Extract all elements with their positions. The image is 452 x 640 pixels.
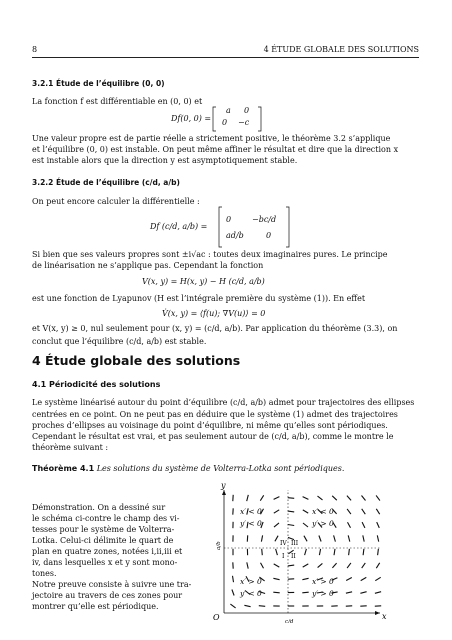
x-axis-arrowhead: [375, 611, 380, 615]
velocity-vector: [273, 578, 279, 579]
velocity-vector: [376, 509, 379, 514]
velocity-vector: [304, 536, 307, 542]
s322-p1: Si bien que ses valeurs propres sont ±i√ac : toutes deux imaginaires pures. Le principe: [32, 250, 388, 259]
velocity-vector: [362, 496, 366, 501]
velocity-vector: [346, 592, 352, 593]
velocity-vector: [232, 590, 234, 596]
zone-label-iv: IV: [280, 540, 287, 547]
s322-eq-lhs: Df (c/d, a/b) =: [150, 222, 208, 231]
velocity-vector: [346, 578, 352, 581]
q-tl-line2: y′ < 0: [240, 519, 262, 528]
proof-line: Lotka. Celui-ci délimite le quart de: [32, 536, 174, 545]
velocity-vector: [332, 563, 336, 568]
proof-line: montrer qu’elle est périodique.: [32, 602, 159, 611]
theorem-body: Les solutions du système de Volterra-Lotka sont périodiques.: [96, 464, 345, 473]
s4-p5: théorème suivant :: [32, 443, 109, 452]
velocity-vector: [262, 549, 263, 555]
s322-eq-v: V(x, y) = H(x, y) − H (c/d, a/b): [142, 277, 265, 286]
tick-a-over-b: a/b: [216, 541, 222, 550]
proof-line: Notre preuve consiste à suivre une tra-: [32, 580, 192, 589]
velocity-vector: [261, 535, 262, 541]
matrix-cell: −c: [238, 118, 250, 127]
velocity-vector: [259, 606, 265, 607]
velocity-vector: [288, 498, 294, 499]
zone-label-ii: II: [291, 553, 296, 560]
s322-p4: et V(x, y) ≥ 0, nul seulement pour (x, y) = (c/d, a/b). Par application du théorème (3.3), on: [32, 324, 398, 333]
velocity-vector: [274, 510, 279, 513]
velocity-vector: [362, 509, 366, 514]
q-bl-line1: x′ > 0: [240, 577, 262, 586]
velocity-vector: [233, 576, 234, 582]
velocity-vector: [375, 592, 381, 594]
running-title: 4 ÉTUDE GLOBALE DES SOLUTIONS: [263, 45, 419, 54]
velocity-vector: [276, 549, 278, 555]
s321-matrix: [212, 106, 262, 132]
velocity-vector: [261, 563, 264, 569]
subsection-title-41: 4.1 Périodicité des solutions: [32, 380, 161, 389]
velocity-vector: [275, 536, 278, 542]
zone-label-i: I: [282, 553, 285, 560]
velocity-vector: [375, 577, 380, 580]
q-br-line2: y′ > 0: [312, 589, 334, 598]
velocity-vector: [303, 497, 309, 500]
proof-line: tesses pour le système de Volterra-: [32, 525, 175, 534]
velocity-vector: [348, 522, 351, 528]
s322-eq-vdot: V̇(x, y) = ⟨f(u); ∇V(u)⟩ = 0: [162, 309, 266, 318]
velocity-vector: [303, 523, 308, 527]
velocity-vector: [318, 496, 323, 500]
velocity-vector: [273, 592, 279, 593]
x-axis-label: x: [382, 612, 387, 621]
velocity-vector: [347, 496, 351, 501]
q-bl-line2: y′ < 0: [240, 589, 262, 598]
velocity-vector: [363, 549, 364, 555]
velocity-vector: [247, 495, 249, 501]
zone-label-iii: III: [291, 540, 299, 547]
velocity-vector: [303, 564, 309, 567]
velocity-vector: [363, 535, 364, 541]
velocity-vector: [361, 577, 367, 580]
velocity-vector: [274, 523, 279, 527]
proof-line: iv, dans lesquelles x et y sont mono-: [32, 558, 178, 567]
s322-matrix: [218, 206, 290, 248]
proof-line: plan en quatre zones, notées i,ii,iii et: [32, 547, 183, 556]
q-tr-line2: y′ > 0: [312, 519, 334, 528]
theorem-heading: Théorème 4.1: [32, 464, 95, 473]
s322-p2: de linéarisation ne s’applique pas. Cependant la fonction: [32, 261, 264, 270]
s321-eq-lhs: Df(0, 0) =: [171, 114, 212, 123]
theorem-41: [32, 463, 344, 474]
velocity-vector: [377, 535, 378, 541]
matrix-cell: 0: [244, 106, 250, 115]
s321-intro: La fonction f est différentiable en (0, 0) et: [32, 97, 203, 106]
q-tl-line1: x′ < 0: [240, 507, 262, 516]
velocity-vector: [319, 549, 320, 555]
proof-line: Démonstration. On a dessiné sur: [32, 503, 166, 512]
q-tr-line1: x′ < 0: [312, 507, 334, 516]
matrix-cell: ad/b: [226, 231, 244, 240]
velocity-vector: [302, 592, 308, 593]
velocity-vector: [377, 522, 380, 528]
s4-p2: centrées en ce point. On ne peut pas en déduire que le système (1) admet des trajectoires: [32, 410, 398, 419]
header-rule: [32, 57, 419, 58]
matrix-cell: 0: [222, 118, 228, 127]
velocity-vector: [360, 592, 366, 594]
s4-p3: proches d’ellipses au voisinage du point d’équilibre, ni même qu’elles sont périodiques.: [32, 421, 388, 430]
velocity-vector: [288, 525, 294, 526]
velocity-vector: [334, 535, 336, 541]
velocity-vector: [305, 549, 307, 555]
proof-line: jectoire au travers de ces zones pour: [32, 591, 183, 600]
proof-line: tones.: [32, 569, 57, 578]
velocity-vector: [349, 549, 350, 555]
page-number: 8: [32, 45, 38, 54]
velocity-vector: [303, 510, 308, 513]
velocity-vector: [347, 563, 351, 568]
subsection-title-321: 3.2.1 Étude de l’équilibre (0, 0): [32, 79, 165, 88]
velocity-vector: [274, 497, 280, 500]
matrix-cell: a: [226, 106, 231, 115]
matrix-cell: −bc/d: [252, 215, 277, 224]
velocity-vector: [288, 511, 294, 512]
velocity-vector: [302, 578, 308, 579]
s322-intro: On peut encore calculer la différentielle :: [32, 197, 200, 206]
velocity-vector: [247, 562, 248, 568]
velocity-vector: [319, 536, 321, 542]
velocity-vector: [347, 509, 351, 514]
s4-p1: Le système linéarisé autour du point d’équilibre (c/d, a/b) admet pour trajectoires des ellipses: [32, 398, 415, 407]
velocity-vector: [274, 564, 280, 567]
velocity-vector: [376, 563, 379, 568]
velocity-vector: [348, 535, 350, 541]
velocity-vector: [378, 549, 379, 555]
s322-p5: conclut que l’équilibre (c/d, a/b) est stable.: [32, 337, 207, 346]
velocity-vector: [334, 549, 335, 555]
proof-line: le schéma ci-contre le champ des vi-: [32, 514, 180, 523]
subsection-title-322: 3.2.2 Étude de l’équilibre (c/d, a/b): [32, 178, 180, 187]
velocity-vector: [244, 605, 250, 606]
section-title-4: 4 Étude globale des solutions: [32, 353, 241, 368]
s321-p2: et l’équilibre (0, 0) est instable. On peut même affiner le résultat et dire que la direction x: [32, 145, 399, 154]
velocity-vector: [362, 563, 366, 568]
velocity-field-figure: [200, 478, 390, 623]
velocity-vector: [230, 604, 235, 608]
velocity-vector: [260, 495, 263, 500]
q-br-line1: x′ > 0: [312, 577, 334, 586]
y-axis-label: y: [221, 481, 226, 490]
s321-p1: Une valeur propre est de partie réelle a strictement positive, le théorème 3.2 s’applique: [32, 134, 391, 143]
matrix-cell: 0: [266, 231, 272, 240]
matrix-cell: 0: [226, 215, 232, 224]
y-axis-arrowhead: [222, 490, 226, 495]
velocity-vector: [332, 496, 337, 500]
s322-p3: est une fonction de Lyapunov (H est l’intégrale première du système (1)). En effet: [32, 294, 366, 303]
tick-c-over-d: c/d: [285, 619, 294, 623]
velocity-vector: [376, 495, 380, 500]
velocity-vector: [288, 565, 294, 566]
velocity-vector: [318, 563, 323, 567]
s4-p4: Cependant le résultat est vrai, et pas seulement autour de (c/d, a/b), comme le montre le: [32, 432, 394, 441]
velocity-vector: [362, 522, 365, 528]
origin-label: O: [213, 613, 220, 622]
s321-p3: est instable alors que la direction y est asymptotiquement stable.: [32, 156, 298, 165]
